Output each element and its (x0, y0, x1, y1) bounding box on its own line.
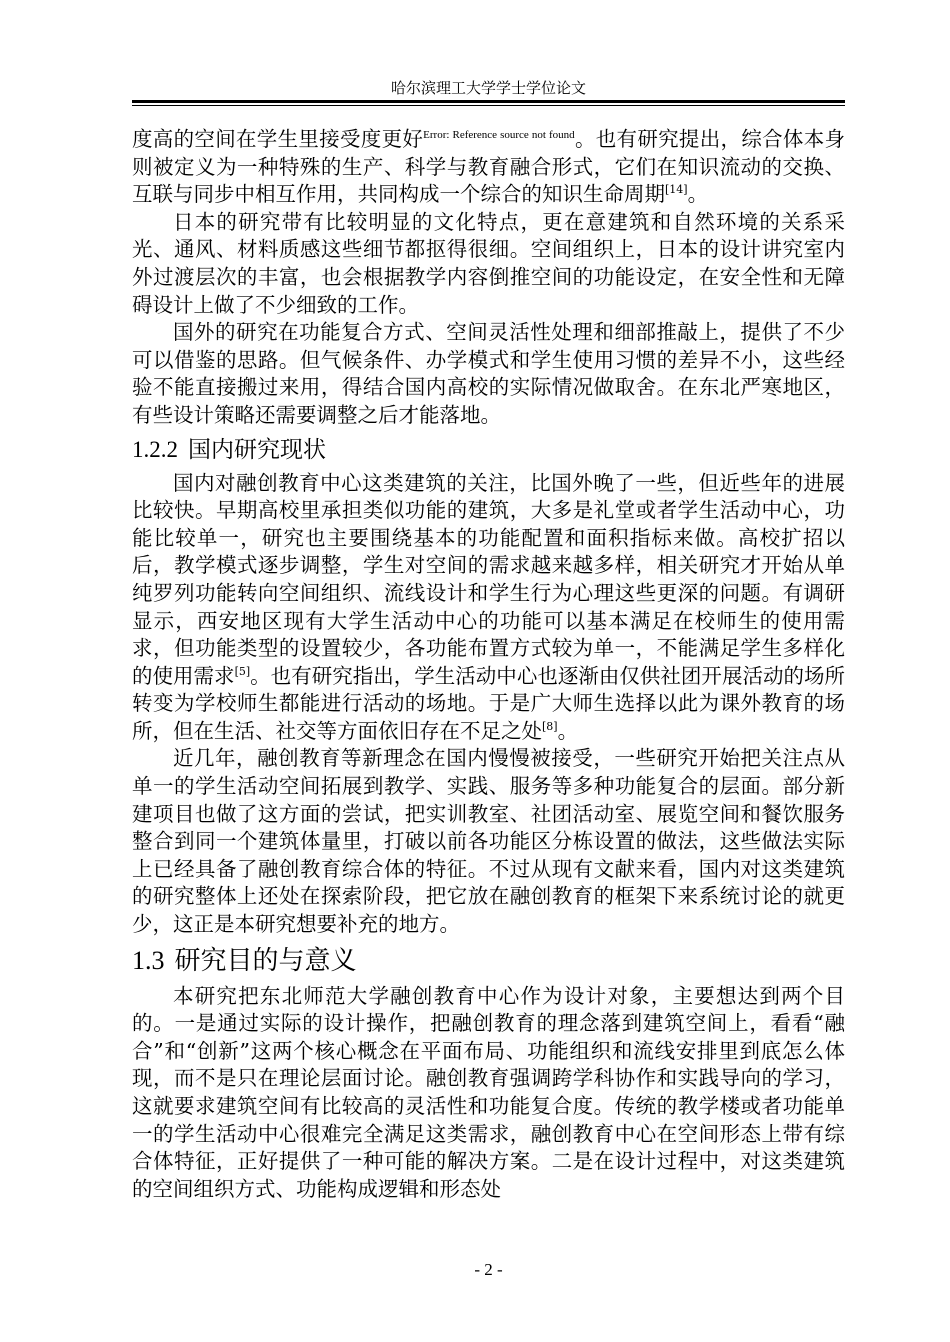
text-run: 。 (687, 182, 709, 207)
heading-1-2-2 (132, 430, 845, 470)
text-run: 国内对融创教育中心这类建筑的关注，比国外晚了一些，但近些年的进展比较快。早期高校里承担类似功能的建筑，大多是礼堂或者学生活动中心，功能比较单一，研究也主要围绕基本的功能配置和面积指标来做。高校扩招以后，教学模式逐步调整，学生对空间的需求越来越多样，相关研究才开始从单纯罗列功能转向空间组织、流线设计和学生行为心理这些更深的问题。有调研显示，西安地区现有大学生活动中心的功能可以基本满足在校师生的使用需求，但功能类型的设置较少，各功能布置方式较为单一，不能满足学生多样化的使用需求 (132, 470, 845, 688)
paragraph-foreign-summary: 国外的研究在功能复合方式、空间灵活性处理和细部推敲上，提供了不少可以借鉴的思路。但气候条件、办学模式和学生使用习惯的差异不小，这些经验不能直接搬过来用，得结合国内高校的实际情况做取舍。在东北严寒地区，有些设计策略还需要调整之后才能落地。 (132, 320, 845, 427)
paragraph-purpose: 本研究把东北师范大学融创教育中心作为设计对象，主要想达到两个目的。一是通过实际的设计操作，把融创教育的理念落到建筑空间上，看看“融合”和“创新”这两个核心概念在平面布局、功能组织和流线安排里到底怎么体现，而不是只在理论层面讨论。融创教育强调跨学科协作和实践导向的学习，这就要求建筑空间有比较高的灵活性和功能复合度。传统的教学楼或者功能单一的学生活动中心很难完全满足这类需求，融创教育中心在空间形态上带有综合体特征，正好提供了一种可能的解决方案。二是在设计过程中，对这类建筑的空间组织方式、功能构成逻辑和形态处 (132, 983, 845, 1201)
running-header: 哈尔滨理工大学学士学位论文 (390, 79, 586, 97)
text-run: 度高的空间在学生里接受度更好 (132, 127, 424, 151)
heading-title: 研究目的与意义 (174, 945, 357, 976)
heading-number: 1.2.2 (132, 436, 178, 462)
text-run: 。也有研究提出，综合体本身则被定义为一种特殊的生产、科学与教育融合形式，它们在知识流动的交换、互联与同步中相互作用，共同构成一个综合的知识生命周期 (132, 127, 846, 207)
paragraph-continued (132, 126, 845, 209)
citation: [8] (542, 720, 558, 734)
paragraph-recent: 近几年，融创教育等新理念在国内慢慢被接受，一些研究开始把关注点从单一的学生活动空间拓展到教学、实践、服务等多种功能复合的层面。部分新建项目也做了这方面的尝试，把实训教室、社团活动室、展览空间和餐饮服务整合到同一个建筑体量里，打破以前各功能区分栋设置的做法，这些做法实际上已经具备了融创教育综合体的特征。不过从现有文献来看，国内对这类建筑的研究整体上还处在探索阶段，把它放在融创教育的框架下来系统讨论的就更少，这正是本研究想要补充的地方。 (132, 746, 845, 937)
paragraph-japan: 日本的研究带有比较明显的文化特点，更在意建筑和自然环境的关系采光、通风、材料质感这些细节都抠得很细。空间组织上，日本的设计讲究室内外过渡层次的丰富，也会根据教学内容倒推空间的功能设定，在安全性和无障碍设计上做了不少细致的工作。 (132, 209, 845, 317)
citation: [5] (234, 664, 251, 678)
page-number: - 2 - (474, 1260, 503, 1279)
header-rule-thick (132, 100, 845, 103)
body-text (132, 126, 845, 1203)
paragraph-domestic (132, 470, 845, 746)
header-rule-thin (132, 105, 845, 106)
text-run: 。 (557, 718, 579, 743)
heading-number: 1.3 (132, 945, 165, 975)
reference-error: Error: Reference source not found (423, 129, 575, 142)
text-run: 。也有研究指出，学生活动中心也逐渐由仅供社团开展活动的场所转变为学校师生都能进行活动的场地。于是广大师生选择以此为课外教育的场所，但在生活、社交等方面依旧存在不足之处 (132, 663, 846, 743)
heading-title: 国内研究现状 (188, 436, 326, 463)
citation: [14] (665, 183, 688, 197)
heading-1-3 (132, 939, 845, 983)
